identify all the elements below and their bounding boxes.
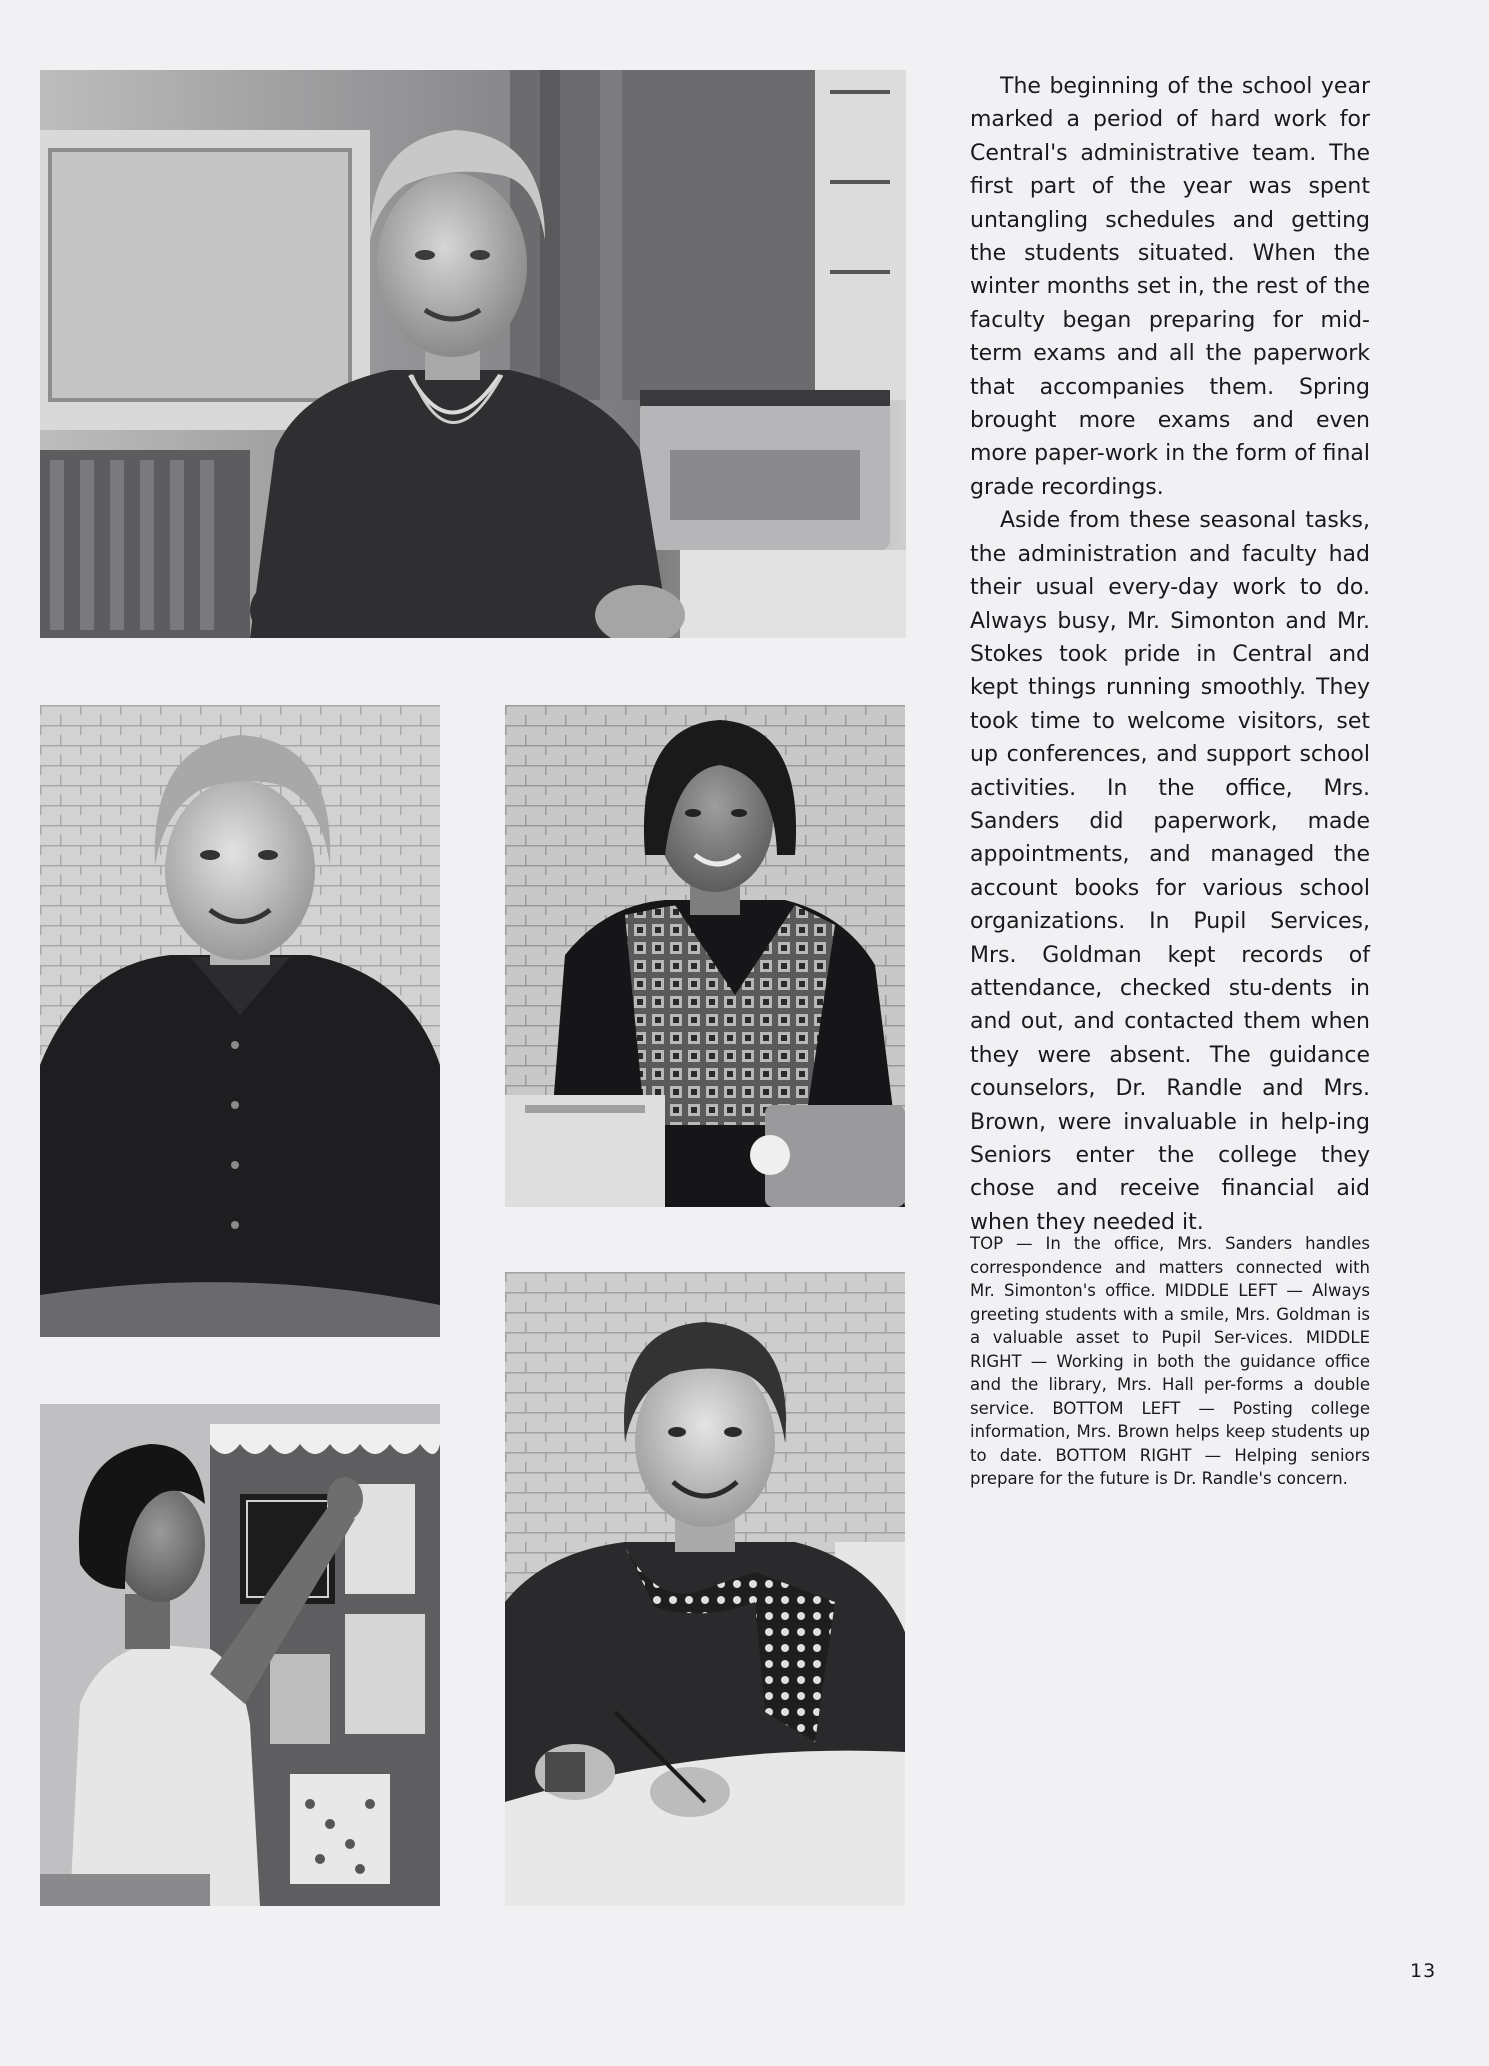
photo-middle-right bbox=[505, 705, 905, 1207]
article-paragraph: Aside from these seasonal tasks, the administration and faculty had their usual every-day work to do. Always busy, Mr. Simonton and Mr. Stokes took pride in Central and kept things running smoothly. They took time to welcome visitors, set up conferences, and support school activities. In the office, Mrs. Sanders did paperwork, made appointments, and managed the account books for various school organizations. In Pupil Services, Mrs. Goldman kept records of attendance, checked stu-dents in and out, and contacted them when they were absent. The guidance counselors, Dr. Randle and Mrs. Brown, were invaluable in help-ing Seniors enter the college they chose and receive financial aid when they needed it. bbox=[970, 508, 1370, 1235]
photo-caption: TOP — In the office, Mrs. Sanders handles correspondence and matters connected with Mr. Simonton's office. MIDDLE LEFT — Always greeting students with a smile, Mrs. Goldman is a valuable asset to Pupil Ser-vices. MIDDLE RIGHT — Working in both the guidance office and the library, Mrs. Hall per-forms a double service. BOTTOM LEFT — Posting college information, Mrs. Brown helps keep students up to date. BOTTOM RIGHT — Helping seniors prepare for the future is Dr. Randle's concern. bbox=[970, 1234, 1370, 1488]
article-body bbox=[970, 70, 1370, 1239]
page-number: 13 bbox=[1410, 1960, 1437, 1982]
photo-top bbox=[40, 70, 906, 638]
article-paragraph: The beginning of the school year marked a period of hard work for Central's administrative team. The first part of the year was spent untangling schedules and getting the students situated. When the winter months set in, the rest of the faculty began preparing for mid-term exams and all the paperwork that accompanies them. Spring brought more exams and even more paper-work in the form of final grade recordings. bbox=[970, 74, 1370, 500]
photo-bottom-right bbox=[505, 1272, 905, 1906]
photo-middle-left bbox=[40, 705, 440, 1337]
photo-bottom-left bbox=[40, 1404, 440, 1906]
